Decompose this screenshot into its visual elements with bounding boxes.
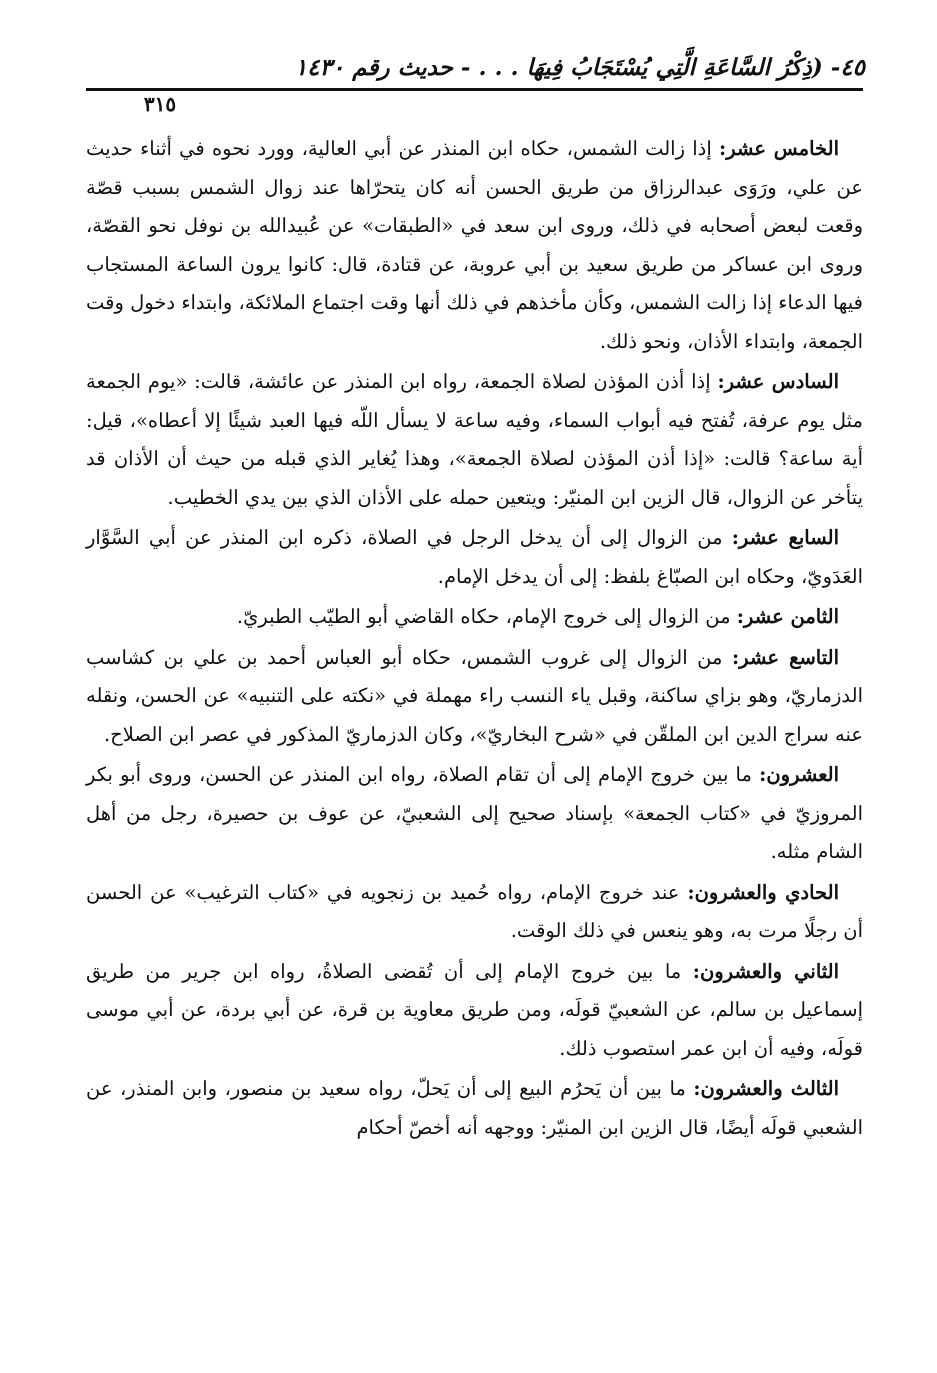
paragraph-heading: الثاني والعشرون: — [692, 959, 839, 983]
page-number: ٣١٥ — [86, 93, 234, 115]
paragraph — [86, 874, 863, 951]
paragraph-text: إذا أذن المؤذن لصلاة الجمعة، رواه ابن المنذر عن عائشة، قالت: «يوم الجمعة مثل يوم عرفة، تُفتح فيه أبواب السماء، وفيه ساعة لا يسأل اللّه فيها العبد شيئًا إلا أعطاه»، قيل: أية ساعة؟ قالت: «إذا أذن المؤذن لصلاة الجمعة»، وهذا يُغاير الذي قبله من حيث أن الأذان قد يتأخر عن الزوال، قال الزين ابن المنيّر: ويتعين حمله على الأذان الذي بين يدي الخطيب. — [86, 370, 863, 509]
paragraph-heading: السابع عشر: — [731, 526, 839, 549]
paragraph — [86, 363, 863, 517]
paragraph-heading: السادس عشر: — [717, 370, 839, 393]
paragraph — [86, 519, 863, 596]
paragraph-heading: الحادي والعشرون: — [687, 880, 840, 904]
paragraph — [86, 1070, 863, 1147]
paragraph — [86, 756, 863, 872]
paragraph-text: إذا زالت الشمس، حكاه ابن المنذر عن أبي العالية، وورد نحوه في أثناء حديث عن علي، ورَوَى عبدالرزاق من طريق الحسن أنه كان يتحرّاها عند زوال الشمس بسبب قصّة وقعت لبعض أصحابه في ذلك، وروى ابن سعد في «الطبقات» عن عُبيدالله بن نوفل نحو القصّة، وروى ابن عساكر من طريق سعيد بن أبي عروبة، عن قتادة، قال: كانوا يرون الساعة المستجاب فيها الدعاء إذا زالت الشمس، وكأن مأخذهم في ذلك أنها وقت اجتماع الملائكة، وابتداء دخول وقت الجمعة، وابتداء الأذان، ونحو ذلك. — [86, 137, 863, 353]
paragraph-heading: الخامس عشر: — [719, 137, 839, 160]
paragraph — [86, 953, 863, 1069]
paragraph — [86, 130, 863, 361]
running-header — [86, 44, 865, 92]
paragraph-text: ما بين خروج الإمام إلى أن تُقضى الصلاةُ، رواه ابن جرير من طريق إسماعيل بن سالم، عن الشعبيّ قولَه، ومن طريق معاوية بن قرة، عن أبي بردة، عن أبي موسى قولَه، وفيه أن ابن عمر استصوب ذلك. — [86, 959, 863, 1060]
running-title: ٤٥- (ذِكْرُ السَّاعَةِ الَّتِي يُسْتَجَابُ فِيهَا . . . - حديث رقم ١٤٣٠ — [294, 54, 865, 81]
header-rule — [86, 88, 863, 91]
body-text — [86, 130, 863, 1149]
page-number-box — [86, 92, 234, 116]
paragraph-text: ما بين خروج الإمام إلى أن تقام الصلاة، رواه ابن المنذر عن الحسن، وروى أبو بكر المروزيّ في «كتاب الجمعة» بإسناد صحيح إلى الشعبيّ، عن عوف بن حصيرة، رجل من أهل الشام مثله. — [86, 763, 863, 863]
paragraph-heading: الثالث والعشرون: — [693, 1077, 839, 1100]
paragraph-text: ما بين أن يَحرُم البيع إلى أن يَحلّ، رواه سعيد بن منصور، وابن المنذر، عن الشعبي قولَه أيضًا، قال الزين ابن المنيّر: ووجهه أنه أخصّ أحكام — [86, 1077, 863, 1139]
paragraph — [86, 598, 863, 637]
paragraph — [86, 639, 863, 755]
paragraph-heading: العشرون: — [759, 763, 839, 786]
paragraph-text: من الزوال إلى غروب الشمس، حكاه أبو العباس أحمد بن علي بن كشاسب الدزماريّ، وهو بزاي ساكنة، وقبل ياء النسب راء مهملة في «نكته على التنبيه» عن الحسن، ونقله عنه سراج الدين ابن الملقّن في «شرح البخاريّ»، وكان الدزماريّ المذكور في عصر ابن الصلاح. — [86, 645, 863, 746]
paragraph-heading: التاسع عشر: — [731, 645, 839, 669]
paragraph-heading: الثامن عشر: — [736, 605, 839, 628]
paragraph-text: من الزوال إلى أن يدخل الرجل في الصلاة، ذكره ابن المنذر عن أبي السَّوَّار العَدَويّ، وحكاه ابن الصبّاغ بلفظ: إلى أن يدخل الإمام. — [86, 526, 863, 588]
paragraph-text: عند خروج الإمام، رواه حُميد بن زنجويه في «كتاب الترغيب» عن الحسن أن رجلًا مرت به، وهو ينعس في ذلك الوقت. — [86, 880, 863, 942]
paragraph-text: من الزوال إلى خروج الإمام، حكاه القاضي أبو الطيّب الطبريّ. — [236, 605, 737, 628]
